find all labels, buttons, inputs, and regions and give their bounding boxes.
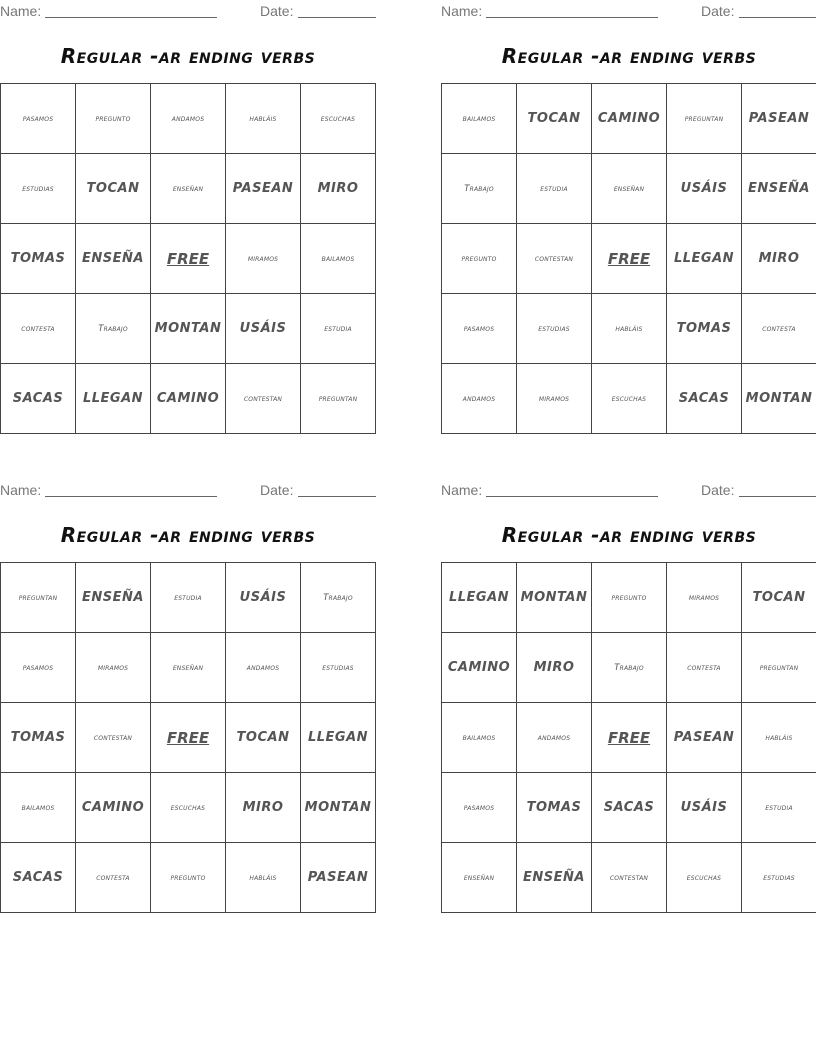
grid-cell: Trabajo xyxy=(76,294,151,364)
grid-cell: MIRO xyxy=(742,224,816,294)
grid-cell: preguntan xyxy=(742,633,816,703)
grid-cell: pasamos xyxy=(1,633,76,703)
grid-cell: LLEGAN xyxy=(442,563,517,633)
name-line xyxy=(45,496,217,497)
grid-cell: miramos xyxy=(76,633,151,703)
bingo-grid xyxy=(0,83,376,434)
grid-row xyxy=(442,633,816,703)
grid-cell: enseñan xyxy=(442,843,517,913)
grid-cell: PASEAN xyxy=(226,154,301,224)
free-space-cell: FREE xyxy=(592,224,667,294)
name-label: Name: xyxy=(0,3,42,19)
grid-cell: CAMINO xyxy=(151,364,226,434)
grid-cell: enseñan xyxy=(151,633,226,703)
card-header xyxy=(441,479,816,499)
grid-cell: TOMAS xyxy=(1,703,76,773)
grid-cell: SACAS xyxy=(1,364,76,434)
grid-row xyxy=(1,84,376,154)
date-line xyxy=(298,496,376,497)
grid-row xyxy=(442,294,816,364)
name-label: Name: xyxy=(0,482,42,498)
name-line xyxy=(486,496,658,497)
grid-cell: escuchas xyxy=(592,364,667,434)
name-line xyxy=(45,17,217,18)
grid-cell: estudia xyxy=(742,773,816,843)
grid-cell: PASEAN xyxy=(742,84,816,154)
grid-cell: contestan xyxy=(226,364,301,434)
date-label: Date: xyxy=(260,482,294,498)
grid-cell: estudia xyxy=(301,294,376,364)
grid-cell: habláis xyxy=(742,703,816,773)
grid-cell: MIRO xyxy=(301,154,376,224)
grid-cell: andamos xyxy=(442,364,517,434)
bingo-grid xyxy=(441,562,816,913)
grid-row xyxy=(442,154,816,224)
card-title: Regular -ar ending verbs xyxy=(501,44,757,68)
grid-cell: TOCAN xyxy=(742,563,816,633)
grid-cell: miramos xyxy=(517,364,592,434)
grid-cell: Trabajo xyxy=(592,633,667,703)
grid-cell: contestan xyxy=(517,224,592,294)
grid-row xyxy=(442,843,816,913)
bingo-grid xyxy=(441,83,816,434)
grid-cell: andamos xyxy=(226,633,301,703)
grid-row xyxy=(1,633,376,703)
grid-cell: Trabajo xyxy=(442,154,517,224)
card-title: Regular -ar ending verbs xyxy=(60,44,316,68)
grid-row xyxy=(442,224,816,294)
grid-cell: LLEGAN xyxy=(76,364,151,434)
grid-cell: MIRO xyxy=(517,633,592,703)
grid-cell: SACAS xyxy=(1,843,76,913)
grid-row xyxy=(1,563,376,633)
grid-cell: estudia xyxy=(517,154,592,224)
grid-cell: habláis xyxy=(592,294,667,364)
grid-row xyxy=(1,154,376,224)
date-label: Date: xyxy=(701,3,735,19)
grid-cell: MONTAN xyxy=(151,294,226,364)
grid-cell: contesta xyxy=(742,294,816,364)
grid-cell: MONTAN xyxy=(301,773,376,843)
grid-cell: MIRO xyxy=(226,773,301,843)
grid-cell: ENSEÑA xyxy=(517,843,592,913)
grid-row xyxy=(1,843,376,913)
grid-cell: TOCAN xyxy=(517,84,592,154)
grid-cell: bailamos xyxy=(442,84,517,154)
grid-row xyxy=(442,773,816,843)
grid-row xyxy=(1,294,376,364)
grid-cell: enseñan xyxy=(592,154,667,224)
grid-cell: andamos xyxy=(151,84,226,154)
name-line xyxy=(486,17,658,18)
grid-cell: bailamos xyxy=(301,224,376,294)
free-space-cell: FREE xyxy=(151,224,226,294)
grid-cell: Trabajo xyxy=(301,563,376,633)
grid-cell: miramos xyxy=(226,224,301,294)
grid-cell: bailamos xyxy=(442,703,517,773)
grid-cell: CAMINO xyxy=(442,633,517,703)
grid-cell: pregunto xyxy=(151,843,226,913)
grid-cell: contestan xyxy=(592,843,667,913)
grid-cell: ENSEÑA xyxy=(76,563,151,633)
grid-cell: estudias xyxy=(301,633,376,703)
grid-row xyxy=(1,703,376,773)
grid-cell: habláis xyxy=(226,843,301,913)
grid-cell: contesta xyxy=(667,633,742,703)
grid-cell: habláis xyxy=(226,84,301,154)
grid-cell: pasamos xyxy=(1,84,76,154)
bingo-card xyxy=(0,0,376,436)
card-title: Regular -ar ending verbs xyxy=(501,523,757,547)
grid-cell: contesta xyxy=(1,294,76,364)
grid-cell: ENSEÑA xyxy=(76,224,151,294)
grid-cell: pregunto xyxy=(76,84,151,154)
card-header xyxy=(441,0,816,20)
date-label: Date: xyxy=(260,3,294,19)
grid-cell: CAMINO xyxy=(592,84,667,154)
grid-row xyxy=(1,364,376,434)
grid-cell: preguntan xyxy=(667,84,742,154)
free-space-cell: FREE xyxy=(592,703,667,773)
grid-cell: TOCAN xyxy=(226,703,301,773)
bingo-card xyxy=(441,0,816,436)
date-line xyxy=(739,496,816,497)
grid-cell: SACAS xyxy=(592,773,667,843)
grid-cell: CAMINO xyxy=(76,773,151,843)
grid-row xyxy=(442,563,816,633)
name-label: Name: xyxy=(441,482,483,498)
grid-cell: LLEGAN xyxy=(301,703,376,773)
card-title: Regular -ar ending verbs xyxy=(60,523,316,547)
grid-cell: estudia xyxy=(151,563,226,633)
grid-cell: PASEAN xyxy=(667,703,742,773)
grid-cell: estudias xyxy=(1,154,76,224)
grid-cell: pregunto xyxy=(592,563,667,633)
grid-cell: contestan xyxy=(76,703,151,773)
grid-cell: USÁIS xyxy=(667,773,742,843)
grid-cell: pasamos xyxy=(442,773,517,843)
grid-row xyxy=(1,773,376,843)
grid-row xyxy=(1,224,376,294)
card-header xyxy=(0,0,376,20)
grid-cell: escuchas xyxy=(151,773,226,843)
grid-cell: pregunto xyxy=(442,224,517,294)
free-space-cell: FREE xyxy=(151,703,226,773)
grid-cell: preguntan xyxy=(1,563,76,633)
grid-cell: estudias xyxy=(742,843,816,913)
date-line xyxy=(298,17,376,18)
grid-row xyxy=(442,84,816,154)
grid-row xyxy=(442,364,816,434)
grid-cell: enseñan xyxy=(151,154,226,224)
grid-cell: escuchas xyxy=(667,843,742,913)
grid-cell: andamos xyxy=(517,703,592,773)
grid-cell: USÁIS xyxy=(226,294,301,364)
grid-cell: USÁIS xyxy=(226,563,301,633)
card-header xyxy=(0,479,376,499)
grid-cell: MONTAN xyxy=(517,563,592,633)
grid-cell: preguntan xyxy=(301,364,376,434)
grid-cell: TOMAS xyxy=(1,224,76,294)
grid-cell: TOCAN xyxy=(76,154,151,224)
grid-row xyxy=(442,703,816,773)
grid-cell: escuchas xyxy=(301,84,376,154)
grid-cell: LLEGAN xyxy=(667,224,742,294)
grid-cell: SACAS xyxy=(667,364,742,434)
grid-cell: TOMAS xyxy=(667,294,742,364)
name-label: Name: xyxy=(441,3,483,19)
grid-cell: bailamos xyxy=(1,773,76,843)
date-line xyxy=(739,17,816,18)
bingo-card xyxy=(0,479,376,915)
grid-cell: ENSEÑA xyxy=(742,154,816,224)
grid-cell: USÁIS xyxy=(667,154,742,224)
grid-cell: contesta xyxy=(76,843,151,913)
date-label: Date: xyxy=(701,482,735,498)
bingo-grid xyxy=(0,562,376,913)
grid-cell: PASEAN xyxy=(301,843,376,913)
grid-cell: pasamos xyxy=(442,294,517,364)
grid-cell: estudias xyxy=(517,294,592,364)
grid-cell: TOMAS xyxy=(517,773,592,843)
grid-cell: MONTAN xyxy=(742,364,816,434)
bingo-card xyxy=(441,479,816,915)
grid-cell: miramos xyxy=(667,563,742,633)
